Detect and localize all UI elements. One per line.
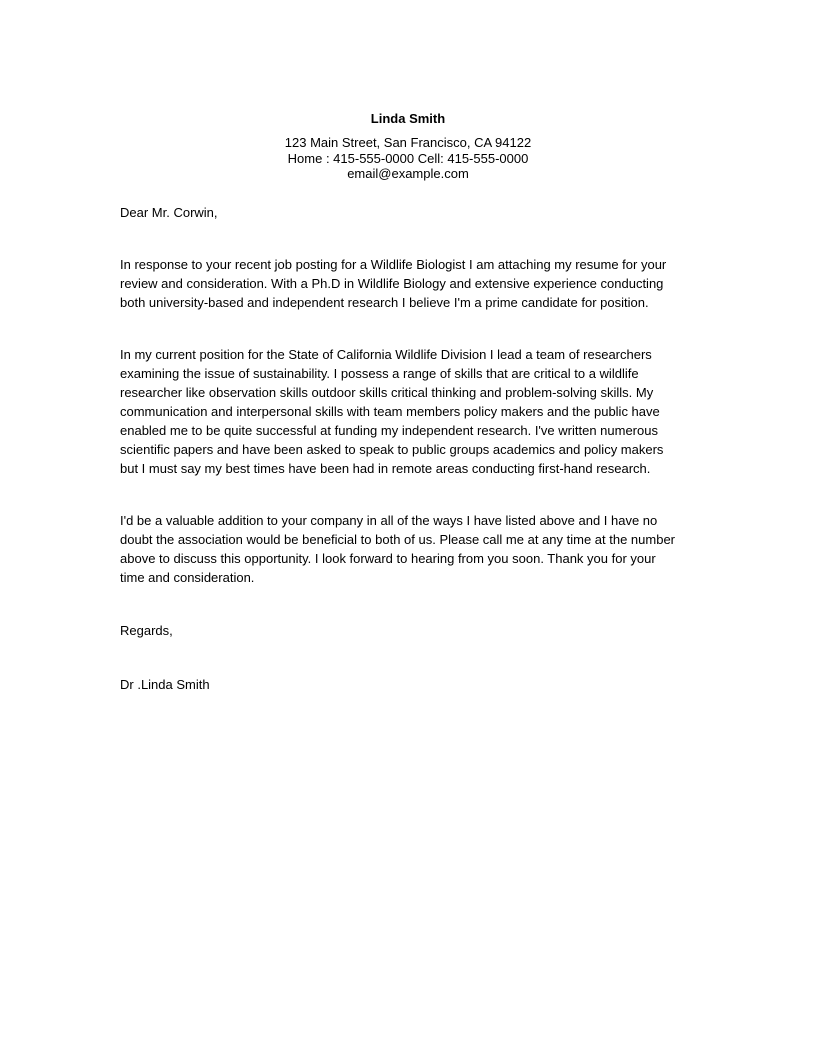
closing: Regards, — [120, 623, 173, 638]
sender-email: email@example.com — [347, 166, 469, 181]
paragraph-2-line: enabled me to be quite successful at funding my independent research. I've written numerous — [120, 423, 658, 438]
paragraph-2-line: examining the issue of sustainability. I possess a range of skills that are critical to a wildlife — [120, 366, 639, 381]
sender-name: Linda Smith — [370, 111, 446, 126]
paragraph-1-line: review and consideration. With a Ph.D in Wildlife Biology and extensive experience conducting — [120, 276, 664, 291]
paragraph-2 — [120, 345, 680, 478]
paragraph-2-line: researcher like observation skills outdoor skills critical thinking and problem-solving skills. My — [120, 385, 654, 400]
sender-address: 123 Main Street, San Francisco, CA 94122 — [284, 135, 532, 150]
paragraph-1-line: In response to your recent job posting for a Wildlife Biologist I am attaching my resume for your — [120, 257, 667, 272]
paragraph-1 — [120, 255, 680, 312]
paragraph-1-line: both university-based and independent research I believe I'm a prime candidate for position. — [120, 295, 649, 310]
paragraph-2-line: but I must say my best times have been had in remote areas conducting first-hand research. — [120, 461, 651, 476]
paragraph-2-line: In my current position for the State of California Wildlife Division I lead a team of researchers — [120, 347, 652, 362]
paragraph-3 — [120, 511, 680, 587]
paragraph-3-line: doubt the association would be beneficial to both of us. Please call me at any time at the number — [120, 532, 676, 547]
paragraph-2-line: scientific papers and have been asked to speak to public groups academics and policy makers — [120, 442, 664, 457]
paragraph-2-line: communication and interpersonal skills with team members policy makers and the public have — [120, 404, 660, 419]
paragraph-3-line: I'd be a valuable addition to your company in all of the ways I have listed above and I have no — [120, 513, 658, 528]
signature: Dr .Linda Smith — [120, 677, 210, 692]
salutation: Dear Mr. Corwin, — [120, 205, 218, 220]
sender-phones: Home : 415-555-0000 Cell: 415-555-0000 — [287, 151, 529, 166]
paragraph-3-line: above to discuss this opportunity. I look forward to hearing from you soon. Thank you for your — [120, 551, 656, 566]
paragraph-3-line: time and consideration. — [120, 570, 255, 585]
